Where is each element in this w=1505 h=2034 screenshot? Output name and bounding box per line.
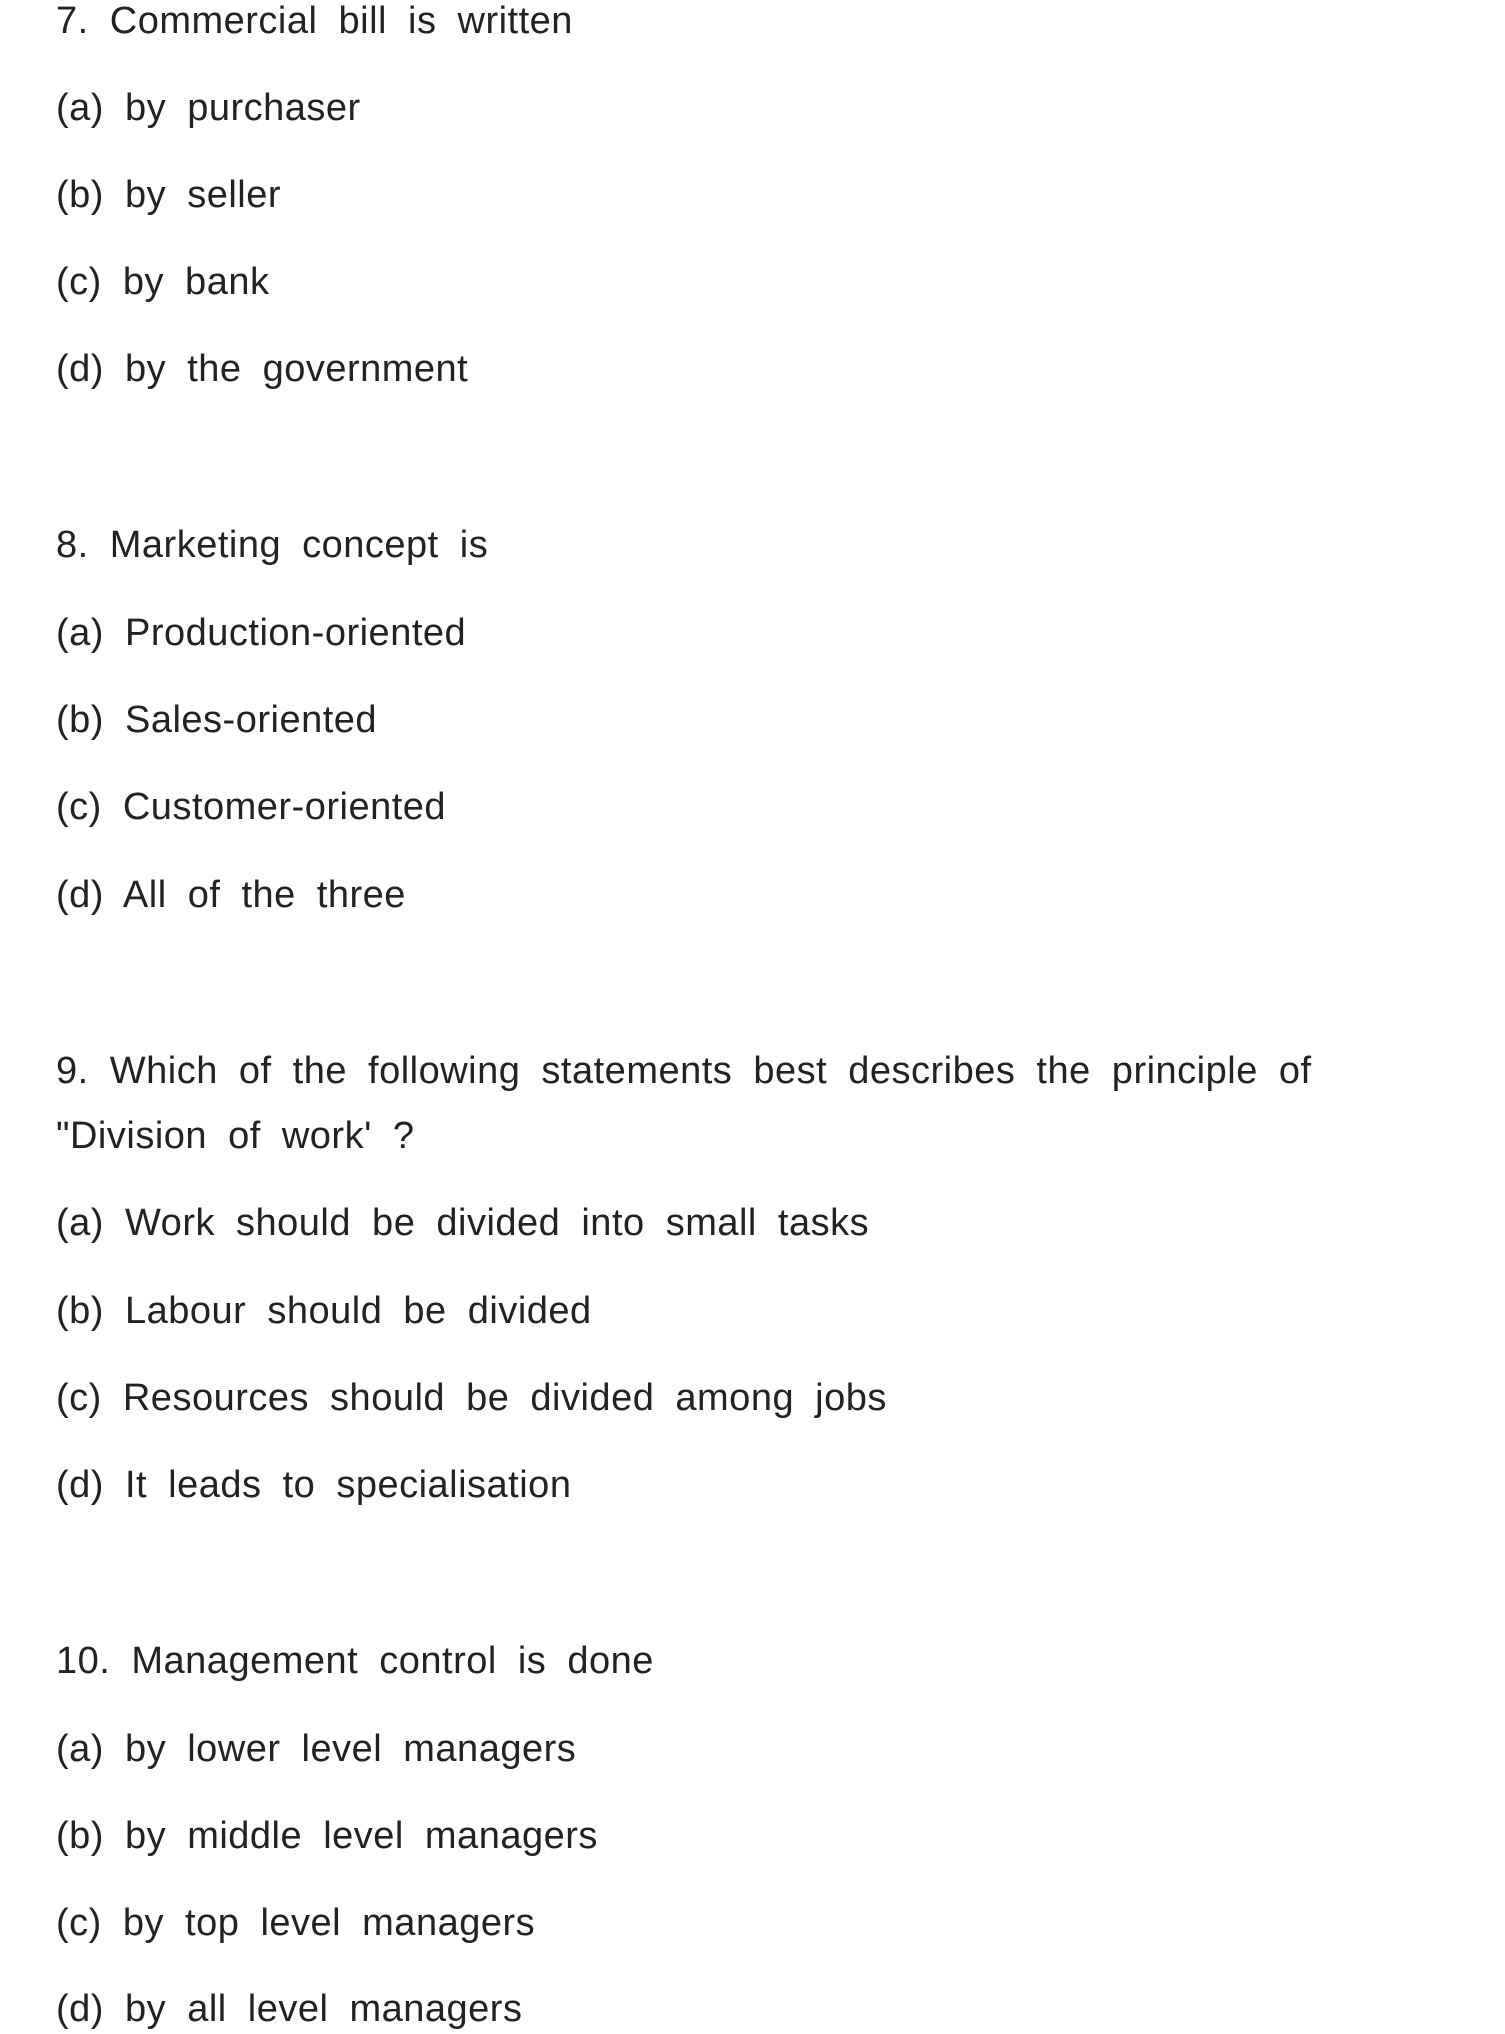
answer-option: (a) by lower level managers xyxy=(56,1728,577,1770)
answer-option: (d) by the government xyxy=(56,348,469,390)
question-prompt: 9. Which of the following statements best describes the principle of xyxy=(56,1050,1312,1092)
answer-option: (a) by purchaser xyxy=(56,87,361,129)
question-prompt: 7. Commercial bill is written xyxy=(56,0,573,42)
answer-option: (a) Production-oriented xyxy=(56,612,467,654)
answer-option: (b) Labour should be divided xyxy=(56,1290,592,1332)
answer-option: (c) Customer-oriented xyxy=(56,786,447,828)
answer-option: (d) by all level managers xyxy=(56,1988,523,2030)
answer-option: (c) Resources should be divided among jobs xyxy=(56,1377,887,1419)
answer-option: (c) by top level managers xyxy=(56,1902,536,1944)
answer-option: (c) by bank xyxy=(56,261,270,303)
answer-option: (d) It leads to specialisation xyxy=(56,1464,572,1506)
answer-option: (d) All of the three xyxy=(56,874,406,916)
answer-option: (b) Sales-oriented xyxy=(56,699,378,741)
question-prompt-continuation: "Division of work' ? xyxy=(56,1115,415,1157)
answer-option: (a) Work should be divided into small tasks xyxy=(56,1202,870,1244)
answer-option: (b) by seller xyxy=(56,174,281,216)
question-prompt: 8. Marketing concept is xyxy=(56,524,489,566)
question-prompt: 10. Management control is done xyxy=(56,1640,654,1682)
answer-option: (b) by middle level managers xyxy=(56,1815,598,1857)
